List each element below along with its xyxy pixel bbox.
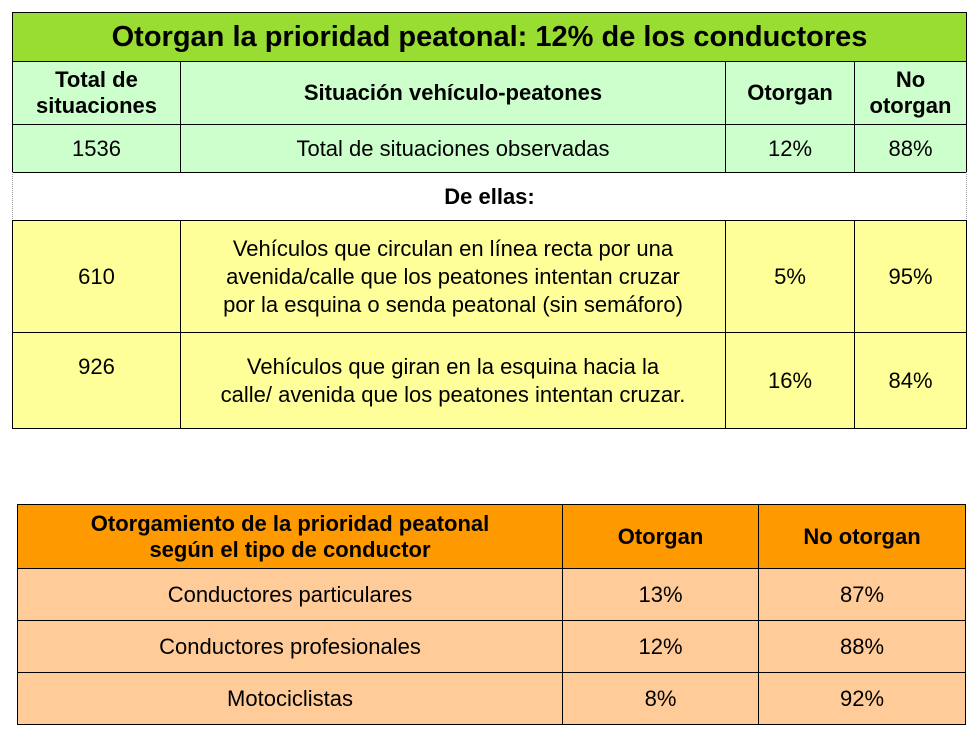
row-1-otorgan: 5% bbox=[725, 220, 855, 333]
total-row-label: Total de situaciones observadas bbox=[180, 124, 726, 173]
row-2-count: 926 bbox=[12, 332, 181, 429]
total-row-no-otorgan: 88% bbox=[854, 124, 967, 173]
row-1-situacion: Vehículos que circulan en línea recta por una avenida/calle que los peatones intentan cruzar por la esquina o senda peatonal (sin semáforo) bbox=[180, 220, 726, 333]
header-situacion: Situación vehículo-peatones bbox=[180, 61, 726, 125]
total-row-otorgan: 12% bbox=[725, 124, 855, 173]
row-2-situacion: Vehículos que giran en la esquina hacia la calle/ avenida que los peatones intentan cruzar. bbox=[180, 332, 726, 429]
row-particulares-no-otorgan: 87% bbox=[758, 568, 966, 621]
driver-type-table bbox=[0, 500, 974, 735]
row-1-no-otorgan: 95% bbox=[854, 220, 967, 333]
header2-otorgan: Otorgan bbox=[562, 504, 759, 569]
header2-no-otorgan: No otorgan bbox=[758, 504, 966, 569]
row-profesionales-no-otorgan: 88% bbox=[758, 620, 966, 673]
row-profesionales-label: Conductores profesionales bbox=[17, 620, 563, 673]
subheading-de-ellas: De ellas: bbox=[12, 172, 967, 221]
row-particulares-label: Conductores particulares bbox=[17, 568, 563, 621]
row-particulares-otorgan: 13% bbox=[562, 568, 759, 621]
header-tipo-conductor: Otorgamiento de la prioridad peatonal según el tipo de conductor bbox=[17, 504, 563, 569]
header-total-situaciones: Total de situaciones bbox=[12, 61, 181, 125]
total-row-count: 1536 bbox=[12, 124, 181, 173]
row-1-count: 610 bbox=[12, 220, 181, 333]
row-2-otorgan: 16% bbox=[725, 332, 855, 429]
row-motociclistas-label: Motociclistas bbox=[17, 672, 563, 725]
row-motociclistas-no-otorgan: 92% bbox=[758, 672, 966, 725]
row-profesionales-otorgan: 12% bbox=[562, 620, 759, 673]
table-title: Otorgan la prioridad peatonal: 12% de los conductores bbox=[12, 12, 967, 62]
header-no-otorgan: No otorgan bbox=[854, 61, 967, 125]
header-otorgan: Otorgan bbox=[725, 61, 855, 125]
row-motociclistas-otorgan: 8% bbox=[562, 672, 759, 725]
row-2-no-otorgan: 84% bbox=[854, 332, 967, 429]
